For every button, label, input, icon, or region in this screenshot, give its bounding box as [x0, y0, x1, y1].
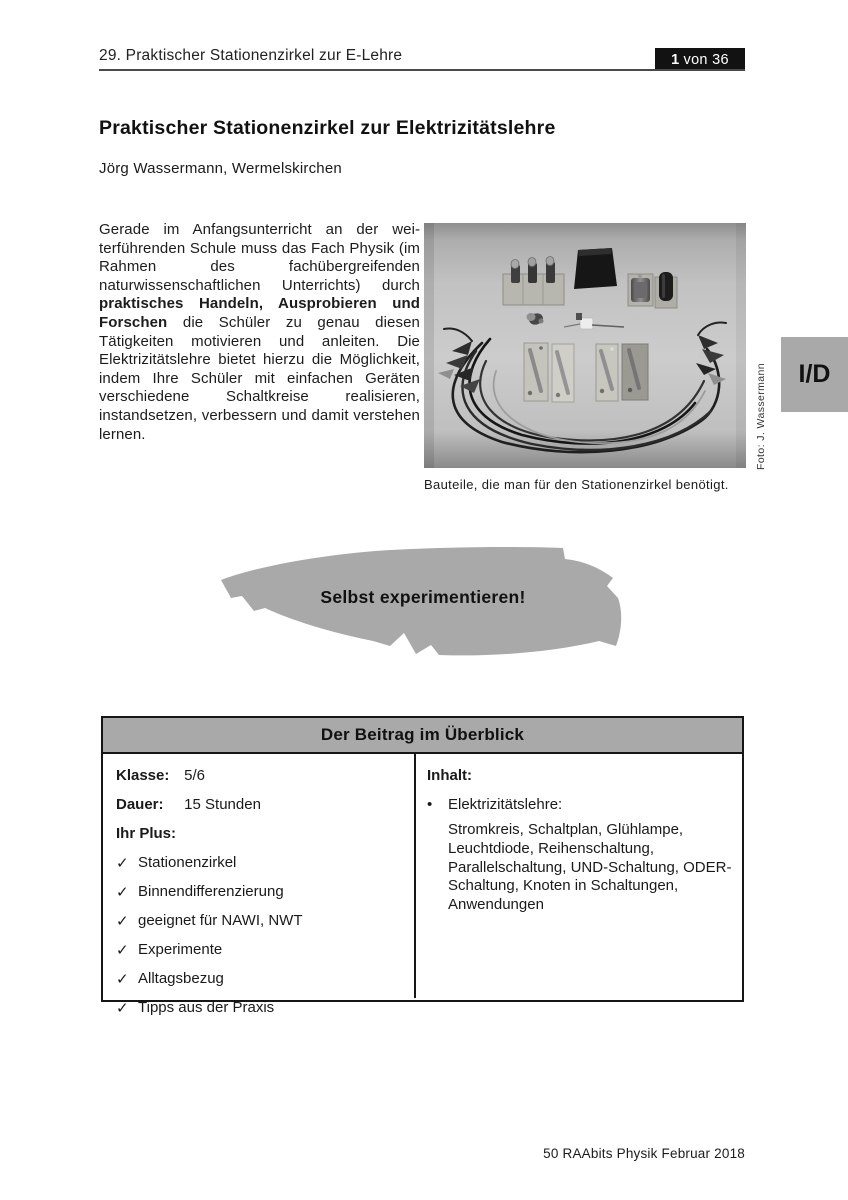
author-line: Jörg Wassermann, Wermelskirchen: [99, 160, 342, 177]
photo-credit: Foto: J. Wassermann: [755, 363, 767, 470]
page-title: Praktischer Stationenzirkel zur Elektrizitätslehre: [99, 117, 556, 139]
intro-text-after: die Schüler zu genau diesen Tätigkeiten motivieren und anleiten. Die Elektrizitätslehre bietet hierzu die Möglichkeit, indem Ihre Schüler mit einfachen Geräten verschiedene Schaltkreise realisieren, instandsetzen, verbessern und damit verstehen lernen.: [99, 313, 420, 443]
check-item: [116, 912, 406, 930]
photo-caption: Bauteile, die man für den Stationenzirkel benötigt.: [424, 477, 729, 492]
experiment-banner-label: Selbst experimentieren!: [320, 587, 526, 607]
checkmark-icon: ✓: [116, 855, 129, 872]
components-photo: [424, 223, 746, 468]
page-number-current: 1: [671, 51, 680, 68]
check-item-label: geeignet für NAWI, NWT: [138, 912, 303, 929]
checkmark-icon: ✓: [116, 884, 129, 901]
kv-value: 5/6: [184, 767, 206, 784]
check-item-label: Tipps aus der Praxis: [138, 999, 275, 1016]
check-item: [116, 854, 406, 872]
header-rule: [99, 69, 745, 71]
bullet-icon: •: [427, 796, 433, 813]
kv-row-klasse: [116, 767, 406, 784]
checkmark-icon: ✓: [116, 913, 129, 930]
overview-right-cell: [416, 754, 742, 998]
kv-label: Dauer:: [116, 796, 164, 813]
experiment-banner: [195, 545, 665, 665]
region-label-badge: I/D: [781, 337, 848, 412]
running-head: [99, 44, 745, 71]
kv-label: Klasse:: [116, 767, 170, 784]
checkmark-icon: ✓: [116, 942, 129, 959]
content-detail: Stromkreis, Schaltplan, Glühlampe, Leuchtdiode, Reihenschaltung, Parallelschaltung, UND-Schaltung, ODER-Schaltung, Knoten in Schaltungen, Anwendungen: [448, 821, 732, 914]
components-photo-illustration: [424, 223, 746, 468]
intro-text-before: Gerade im Anfangsunterricht an der weiterführenden Schule muss das Fach Physik (im Rahmen des fachübergreifenden naturwissenschaftlichen Unterrichts) durch: [99, 221, 420, 294]
overview-table-title: Der Beitrag im Überblick: [103, 718, 742, 754]
running-head-chapter: 29. Praktischer Stationenzirkel zur E-Lehre: [99, 47, 403, 64]
content-heading: Inhalt:: [427, 767, 472, 784]
overview-table: [101, 716, 744, 1017]
check-item-label: Experimente: [138, 941, 223, 958]
page-number-badge: [655, 48, 745, 71]
check-item: [116, 883, 406, 901]
page-number-suffix: von 36: [683, 51, 729, 68]
bullet-item: [427, 796, 732, 813]
check-item-label: Alltagsbezug: [138, 970, 224, 987]
check-item: [116, 999, 406, 1017]
intro-paragraph: [99, 221, 420, 444]
kv-value: 15 Stunden: [184, 796, 261, 813]
overview-left-cell: [103, 754, 416, 1017]
checkmark-icon: ✓: [116, 1000, 129, 1017]
check-item-label: Binnendifferenzierung: [138, 883, 284, 900]
check-item: [116, 941, 406, 959]
plus-heading: Ihr Plus:: [116, 825, 177, 842]
intro-text-bold: praktisches Handeln, Ausprobieren und Forschen: [99, 295, 420, 331]
checkmark-icon: ✓: [116, 971, 129, 988]
kv-row-dauer: [116, 796, 406, 813]
check-item: [116, 970, 406, 988]
check-item-label: Stationenzirkel: [138, 854, 237, 871]
footer-imprint: 50 RAAbits Physik Februar 2018: [543, 1146, 745, 1161]
bullet-item-label: Elektrizitätslehre:: [448, 796, 563, 813]
